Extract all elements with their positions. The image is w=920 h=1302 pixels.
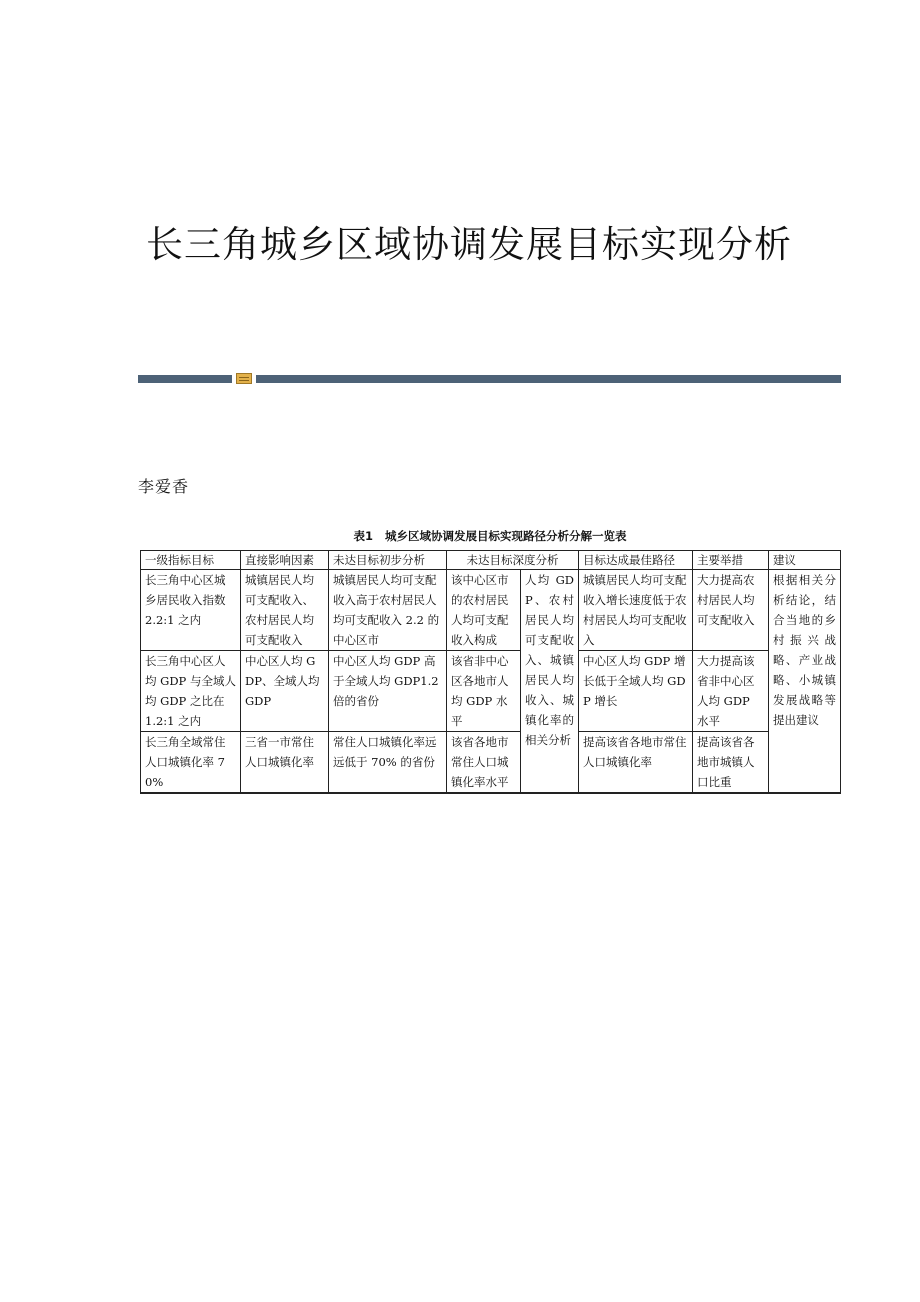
suggestion-cell: 根据相关分析结论，结合当地的乡村振兴战略、产业战略、小城镇发展战略等提出建议 <box>769 570 841 794</box>
factor-cell: 中心区人均 GDP、全域人均 GDP <box>241 651 329 732</box>
table-caption: 表1 城乡区域协调发展目标实现路径分析分解一览表 <box>353 529 627 543</box>
book-icon <box>236 373 252 384</box>
target-cell: 长三角全域常住人口城镇化率 70% <box>141 732 241 794</box>
header-cell: 直接影响因素 <box>241 551 329 570</box>
divider-bar-right <box>256 375 841 383</box>
deep-analysis-cell: 该省非中心区各地市人均 GDP 水平 <box>447 651 521 732</box>
analysis-table <box>140 550 841 794</box>
divider-bar-left <box>138 375 232 383</box>
header-cell: 建议 <box>769 551 841 570</box>
header-cell: 一级指标目标 <box>141 551 241 570</box>
table-row <box>141 570 841 651</box>
deep-analysis-cell: 该省各地市常住人口城镇化率水平 <box>447 732 521 794</box>
measure-cell: 大力提高该省非中心区人均 GDP 水平 <box>693 651 769 732</box>
header-cell: 未达目标深度分析 <box>447 551 579 570</box>
merged-deep-analysis-cell: 人均 GDP、农村居民人均可支配收入、城镇居民人均收入、城镇化率的相关分析 <box>521 570 579 794</box>
factor-cell: 三省一市常住人口城镇化率 <box>241 732 329 794</box>
best-path-cell: 城镇居民人均可支配收入增长速度低于农村居民人均可支配收入 <box>579 570 693 651</box>
document-title: 长三角城乡区域协调发展目标实现分析 <box>146 223 792 266</box>
best-path-cell: 中心区人均 GDP 增长低于全域人均 GDP 增长 <box>579 651 693 732</box>
deep-analysis-cell: 该中心区市的农村居民人均可支配收入构成 <box>447 570 521 651</box>
author-name: 李爱香 <box>138 477 190 496</box>
title-divider <box>138 375 841 383</box>
factor-cell: 城镇居民人均可支配收入、农村居民人均可支配收入 <box>241 570 329 651</box>
header-cell: 主要举措 <box>693 551 769 570</box>
initial-analysis-cell: 城镇居民人均可支配收入高于农村居民人均可支配收入 2.2 的中心区市 <box>329 570 447 651</box>
initial-analysis-cell: 中心区人均 GDP 高于全域人均 GDP1.2 倍的省份 <box>329 651 447 732</box>
header-cell: 目标达成最佳路径 <box>579 551 693 570</box>
header-cell: 未达目标初步分析 <box>329 551 447 570</box>
measure-cell: 提高该省各地市城镇人口比重 <box>693 732 769 794</box>
best-path-cell: 提高该省各地市常住人口城镇化率 <box>579 732 693 794</box>
target-cell: 长三角中心区城乡居民收入指数 2.2:1 之内 <box>141 570 241 651</box>
target-cell: 长三角中心区人均 GDP 与全域人均 GDP 之比在 1.2:1 之内 <box>141 651 241 732</box>
table-row <box>141 651 841 732</box>
table-row <box>141 732 841 794</box>
measure-cell: 大力提高农村居民人均可支配收入 <box>693 570 769 651</box>
table-header-row <box>141 551 841 570</box>
initial-analysis-cell: 常住人口城镇化率远远低于 70% 的省份 <box>329 732 447 794</box>
